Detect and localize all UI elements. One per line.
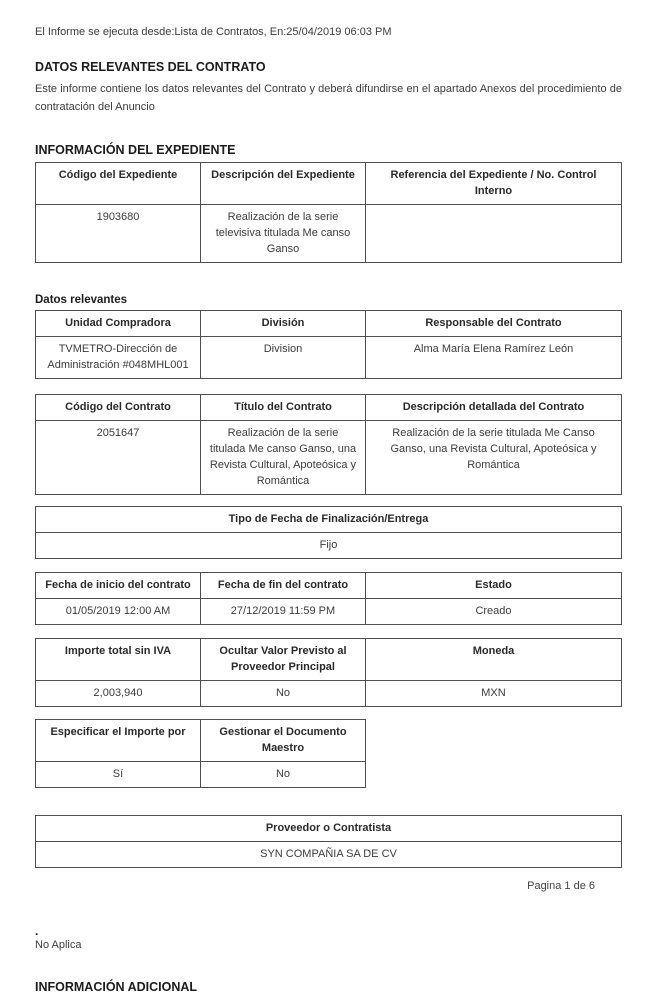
- unidad-header-row: [36, 311, 622, 337]
- run-info-text: El Informe se ejecuta desde:Lista de Contratos, En:25/04/2019 06:03 PM: [35, 26, 392, 38]
- importe-header-total: Importe total sin IVA: [36, 639, 201, 681]
- importe-header-moneda: Moneda: [366, 639, 622, 681]
- fechas-cell-estado: Creado: [366, 599, 622, 625]
- section-title-informacion-del-expediente: INFORMACIÓN DEL EXPEDIENTE: [35, 143, 236, 157]
- proveedor-data-row: [36, 842, 622, 868]
- importe-cell-ocultar: No: [201, 681, 366, 707]
- section-title-informacion-adicional: INFORMACIÓN ADICIONAL: [35, 980, 198, 994]
- contrato-table: [35, 394, 622, 495]
- unidad-header-unidad: Unidad Compradora: [36, 311, 201, 337]
- unidad-header-division: División: [201, 311, 366, 337]
- especificar-header-row: [36, 720, 366, 762]
- tipo-fecha-header-row: [36, 507, 622, 533]
- unidad-cell-responsable: Alma María Elena Ramírez León: [366, 337, 622, 379]
- expediente-header-descripcion: Descripción del Expediente: [201, 163, 366, 205]
- especificar-header-importe: Especificar el Importe por: [36, 720, 201, 762]
- contrato-cell-titulo: Realización de la serie titulada Me canso Ganso, una Revista Cultural, Apoteósica y Romántica: [201, 421, 366, 495]
- contrato-header-descripcion: Descripción detallada del Contrato: [366, 395, 622, 421]
- unidad-compradora-table: [35, 310, 622, 379]
- fechas-table: [35, 572, 622, 625]
- proveedor-header: Proveedor o Contratista: [36, 816, 622, 842]
- expediente-header-row: [36, 163, 622, 205]
- fechas-cell-fin: 27/12/2019 11:59 PM: [201, 599, 366, 625]
- importe-cell-moneda: MXN: [366, 681, 622, 707]
- proveedor-table: [35, 815, 622, 868]
- importe-data-row: [36, 681, 622, 707]
- expediente-header-codigo: Código del Expediente: [36, 163, 201, 205]
- especificar-cell-importe: Sí: [36, 762, 201, 788]
- proveedor-value: SYN COMPAÑIA SA DE CV: [36, 842, 622, 868]
- notes-dot: .: [35, 924, 39, 938]
- importe-header-ocultar: Ocultar Valor Previsto al Proveedor Principal: [201, 639, 366, 681]
- page-indicator: Pagina 1 de 6: [527, 880, 595, 892]
- datos-relevantes-heading: Datos relevantes: [35, 294, 128, 306]
- importe-header-row: [36, 639, 622, 681]
- notes-block: [35, 925, 622, 953]
- fechas-data-row: [36, 599, 622, 625]
- expediente-cell-descripcion: Realización de la serie televisiva titulada Me canso Ganso: [201, 205, 366, 263]
- expediente-table: [35, 162, 622, 263]
- unidad-cell-unidad: TVMETRO-Dirección de Administración #048MHL001: [36, 337, 201, 379]
- especificar-table: [35, 719, 366, 788]
- especificar-data-row: [36, 762, 366, 788]
- fechas-header-inicio: Fecha de inicio del contrato: [36, 573, 201, 599]
- fechas-cell-inicio: 01/05/2019 12:00 AM: [36, 599, 201, 625]
- proveedor-header-row: [36, 816, 622, 842]
- expediente-header-referencia: Referencia del Expediente / No. Control Interno: [366, 163, 622, 205]
- expediente-cell-referencia: [366, 205, 622, 263]
- importe-table: [35, 638, 622, 707]
- contrato-cell-codigo: 2051647: [36, 421, 201, 495]
- fechas-header-estado: Estado: [366, 573, 622, 599]
- unidad-cell-division: Division: [201, 337, 366, 379]
- especificar-cell-documento: No: [201, 762, 366, 788]
- contrato-header-titulo: Título del Contrato: [201, 395, 366, 421]
- unidad-header-responsable: Responsable del Contrato: [366, 311, 622, 337]
- importe-cell-total: 2,003,940: [36, 681, 201, 707]
- section-title-datos-relevantes-del-contrato: DATOS RELEVANTES DEL CONTRATO: [35, 60, 266, 74]
- tipo-fecha-header: Tipo de Fecha de Finalización/Entrega: [36, 507, 622, 533]
- especificar-header-documento: Gestionar el Documento Maestro: [201, 720, 366, 762]
- fechas-header-row: [36, 573, 622, 599]
- notes-no-aplica: No Aplica: [35, 939, 82, 951]
- tipo-fecha-table: [35, 506, 622, 559]
- tipo-fecha-value: Fijo: [36, 533, 622, 559]
- expediente-cell-codigo: 1903680: [36, 205, 201, 263]
- expediente-data-row: [36, 205, 622, 263]
- contrato-header-codigo: Código del Contrato: [36, 395, 201, 421]
- contract-description: Este informe contiene los datos relevantes del Contrato y deberá difundirse en el apartado Anexos del procedimiento de contratación del Anuncio: [35, 83, 622, 113]
- fechas-header-fin: Fecha de fin del contrato: [201, 573, 366, 599]
- unidad-data-row: [36, 337, 622, 379]
- contrato-data-row: [36, 421, 622, 495]
- tipo-fecha-data-row: [36, 533, 622, 559]
- contrato-header-row: [36, 395, 622, 421]
- contrato-cell-descripcion: Realización de la serie titulada Me Canso Ganso, una Revista Cultural, Apoteósica y Romántica: [366, 421, 622, 495]
